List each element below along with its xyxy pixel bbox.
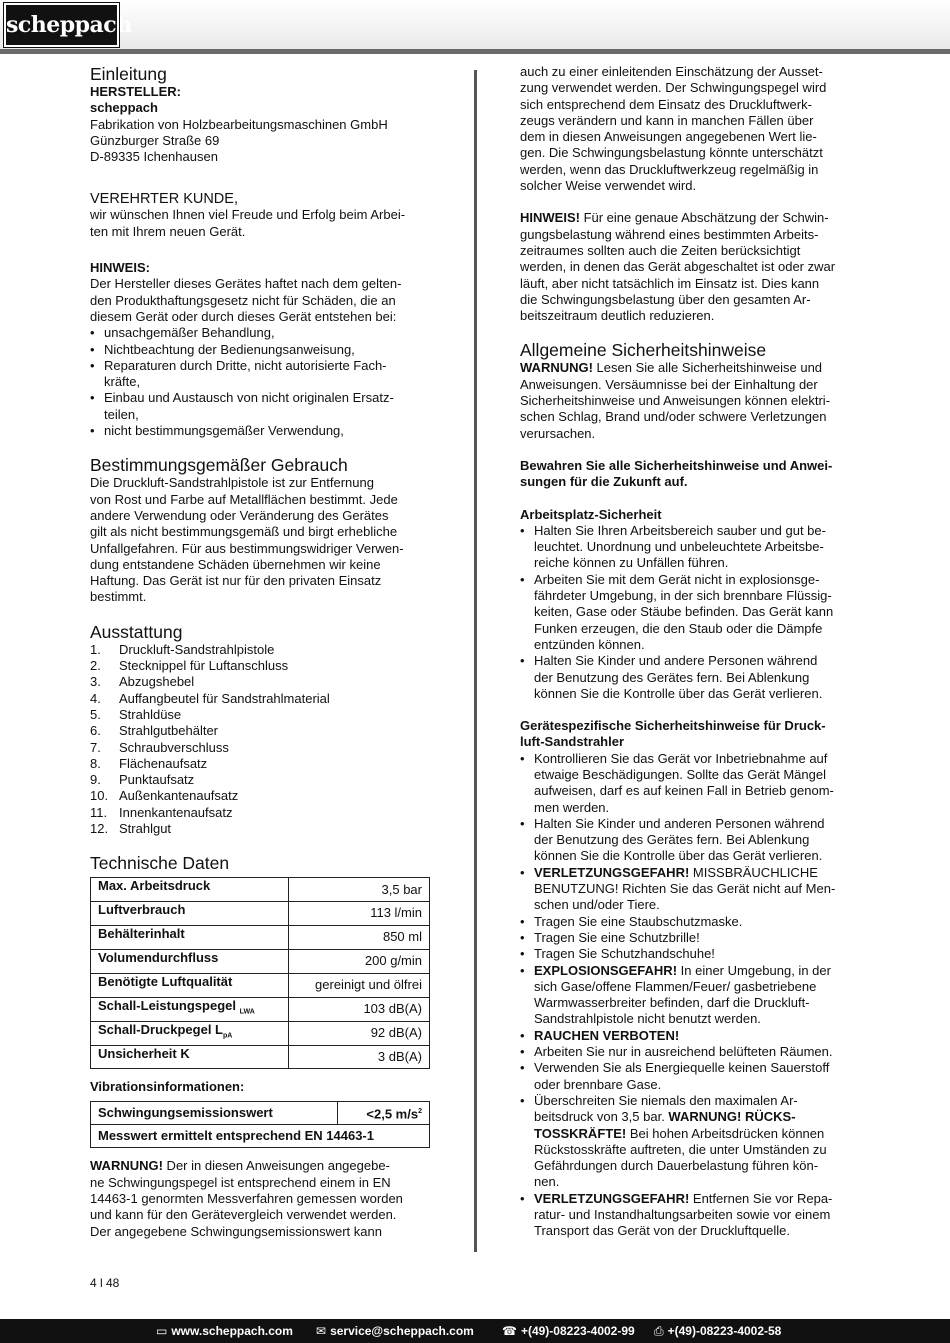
list-item: • VERLETZUNGSGEFAHR! Entfernen Sie vor Repa- ratur- und Instandhaltungsarbeiten sowie vor einem Transport das Gerät von der Druckluftquelle. xyxy=(520,1191,865,1240)
note-text-line: Der Hersteller dieses Gerätes haftet nach dem gelten- xyxy=(90,276,402,292)
list-item: • Tragen Sie eine Schutzbrille! xyxy=(520,930,865,946)
table-row: Volumendurchfluss 200 g/min xyxy=(91,949,430,973)
list-item: 6. Strahlgutbehälter xyxy=(90,723,219,739)
list-item: 10. Außenkantenaufsatz xyxy=(90,788,239,804)
page-header xyxy=(0,0,950,50)
keep-instructions: Bewahren Sie alle Sicherheitshinweise und Anwei- sungen für die Zukunft auf. xyxy=(520,457,833,490)
table-row: Schall-Leistungspegel $_{LWA}$ 103 dB(A) xyxy=(91,997,430,1021)
footer-email[interactable]: ✉ service@scheppach.com xyxy=(316,1324,474,1338)
note-text-line: diesem Gerät oder durch dieses Gerät entstehen bei: xyxy=(90,308,397,324)
workplace-bullet-list xyxy=(520,523,865,702)
table-row: Luftverbrauch 113 l/min xyxy=(91,902,430,926)
list-item: • unsachgemäßer Behandlung, xyxy=(90,325,435,341)
address-line: Günzburger Straße 69 xyxy=(90,132,220,148)
intro-heading: Einleitung xyxy=(90,64,167,84)
dear-text-line: ten mit Ihrem neuen Gerät. xyxy=(90,223,246,239)
page-number: 4 l 48 xyxy=(90,1276,120,1290)
note-text-line: den Produkthaftungsgesetz nicht für Schäden, die an xyxy=(90,292,396,308)
vibration-heading: Vibrationsinformationen: xyxy=(90,1079,245,1095)
left-column xyxy=(90,64,435,1240)
address-line: D-89335 Ichenhausen xyxy=(90,149,218,165)
note-bullet-list xyxy=(90,325,435,439)
header-rule xyxy=(0,49,950,54)
vibration-table xyxy=(90,1101,430,1149)
list-item: 8. Flächenaufsatz xyxy=(90,755,208,771)
footer-fax: ⎙ +(49)-08223-4002-58 xyxy=(654,1324,782,1338)
list-item: • Halten Sie Ihren Arbeitsbereich sauber und gut be- leuchtet. Unordnung und unbeleuchtete Arbeitsbe- reiche können zu Unfällen führen. xyxy=(520,523,865,572)
list-item: • Arbeiten Sie nur in ausreichend belüfteten Räumen. xyxy=(520,1044,865,1060)
safety-warning: WARNUNG! Lesen Sie alle Sicherheitshinweise und Anweisungen. Versäumnisse bei der Einhaltung der Sicherheitshinweise und Anweisungen können elektri- schen Schlag, Brand und/oder schwere Verletzungen verursachen. xyxy=(520,360,831,441)
tech-data-heading: Technische Daten xyxy=(90,853,230,874)
vibration-continued-text: auch zu einer einleitenden Einschätzung der Ausset- zung verwendet werden. Der Schwingungspegel wird sich entsprechend dem Einsatz des Druckluftwerk- zeugs verändern und kann in manchen Fällen über dem in diesen Anweisungen angegebenen Wert lie- gen. Die Schwingungsbelastung könnte unterschätzt werden, wenn das Druckluftwerkzeug regelmäßig in solcher Weise verwendet wird. xyxy=(520,64,827,194)
table-row: Messwert ermittelt entsprechend EN 14463-1 xyxy=(91,1125,430,1148)
right-column xyxy=(520,64,865,1240)
dear-customer-heading: VEREHRTER KUNDE, xyxy=(90,191,238,208)
table-row: Schwingungsemissionswert <2,5 $m/s^2$ xyxy=(91,1101,430,1124)
list-item: 7. Schraubverschluss xyxy=(90,739,229,755)
intended-use-heading: Bestimmungsgemäßer Gebrauch xyxy=(90,455,348,476)
list-item: • Tragen Sie eine Staubschutzmaske. xyxy=(520,914,865,930)
list-item: • VERLETZUNGSGEFAHR! MISSBRÄUCHLICHE BENUTZUNG! Richten Sie das Gerät nicht auf Men- schen und/oder Tiere. xyxy=(520,865,865,914)
column-divider xyxy=(474,70,477,1252)
list-item: • RAUCHEN VERBOTEN! xyxy=(520,1028,865,1044)
list-item: • nicht bestimmungsgemäßer Verwendung, xyxy=(90,423,435,439)
equipment-list xyxy=(90,642,435,838)
list-item: 12. Strahlgut xyxy=(90,820,172,836)
vibration-warning: WARNUNG! Der in diesen Anweisungen angegebe- ne Schwingungspegel ist entsprechend einem in EN 14463-1 genormten Messverfahren gemessen worden und kann für den Gerätevergleich verwendet werden. Der angegebene Schwingungsemissionswert kann xyxy=(90,1158,403,1239)
list-item: 3. Abzugshebel xyxy=(90,674,195,690)
list-item: • EXPLOSIONSGEFAHR! In einer Umgebung, in der sich Gase/offene Flammen/Feuer/ gasbetriebene Warmwasserbreiter befinden, darf die Druckluft- Sandstrahlpistole nicht benutzt werden. xyxy=(520,963,865,1028)
list-item: • Halten Sie Kinder und andere Personen während der Benutzung des Gerätes fern. Bei Ablenkung können Sie die Kontrolle über das Gerät verlieren. xyxy=(520,653,865,702)
list-item: • Arbeiten Sie mit dem Gerät nicht in explosionsge- fährdeter Umgebung, in der sich brennbare Flüssig- keiten, Gase oder Stäube befinden. Das Gerät kann Funken erzeugen, die den Staub oder die Dämpfe entzünden können. xyxy=(520,572,865,653)
table-row: Unsicherheit K 3 dB(A) xyxy=(91,1045,430,1069)
device-bullet-list xyxy=(520,751,865,1240)
monitor-icon: ▭ xyxy=(156,1324,168,1338)
list-item: • Einbau und Austausch von nicht originalen Ersatz- teilen, xyxy=(90,390,435,423)
table-row: Benötigte Luftqualität gereinigt und ölfrei xyxy=(91,973,430,997)
equipment-heading: Ausstattung xyxy=(90,621,183,642)
fax-icon: ⎙ xyxy=(654,1324,664,1338)
tech-data-table xyxy=(90,877,430,1069)
list-item: • Verwenden Sie als Energiequelle keinen Sauerstoff oder brennbare Gase. xyxy=(520,1060,865,1093)
list-item: 11. Innenkantenaufsatz xyxy=(90,804,233,820)
footer-phone: ☎ +(49)-08223-4002-99 xyxy=(502,1324,635,1338)
list-item: 2. Stecknippel für Luftanschluss xyxy=(90,658,289,674)
list-item: • Halten Sie Kinder und anderen Personen während der Benutzung des Gerätes fern. Bei Ablenkung können Sie die Kontrolle über das Gerät verlieren. xyxy=(520,816,865,865)
list-item: • Überschreiten Sie niemals den maximalen Ar- beitsdruck von 3,5 bar. WARNUNG! RÜCKS- TOSSKRÄFTE! Bei hohen Arbeitsdrücken können Rückstosskräfte auftreten, die unter Umständen zu Gefährdungen durch Dauerbelastung führen kön- nen. xyxy=(520,1093,865,1191)
address-line: Fabrikation von Holzbearbeitungsmaschinen GmbH xyxy=(90,116,388,132)
brand-logo: scheppach xyxy=(4,3,119,47)
footer-web[interactable]: ▭ www.scheppach.com xyxy=(156,1324,293,1338)
list-item: • Kontrollieren Sie das Gerät vor Inbetriebnahme auf etwaige Beschädigungen. Sollte das Gerät Mängel aufweisen, darf es auf keinen Fall in Betrieb genom- men werden. xyxy=(520,751,865,816)
dear-text-line: wir wünschen Ihnen viel Freude und Erfolg beim Arbei- xyxy=(90,207,406,223)
list-item: 5. Strahldüse xyxy=(90,706,182,722)
mail-icon: ✉ xyxy=(316,1324,327,1338)
table-row: Max. Arbeitsdruck 3,5 bar xyxy=(91,878,430,902)
list-item: • Reparaturen durch Dritte, nicht autorisierte Fach- kräfte, xyxy=(90,358,435,391)
manufacturer-name: scheppach xyxy=(90,100,158,116)
page-footer xyxy=(0,1319,950,1343)
hint-paragraph: HINWEIS! Für eine genaue Abschätzung der Schwin- gungsbelastung während eines bestimmten Arbeits- zeitraumes sollten auch die Zeiten berücksichtigt werden, in denen das Gerät abgeschaltet ist oder zwar läuft, aber nicht tatsächlich im Einsatz ist. Dies kann die Schwingungsbelastung über den gesamten Ar- beitszeitraum deutlich reduzieren. xyxy=(520,210,836,324)
list-item: 9. Punktaufsatz xyxy=(90,772,195,788)
table-row: Behälterinhalt 850 ml xyxy=(91,926,430,950)
workplace-safety-heading: Arbeitsplatz-Sicherheit xyxy=(520,506,662,522)
safety-heading: Allgemeine Sicherheitshinweise xyxy=(520,340,767,361)
list-item: 4. Auffangbeutel für Sandstrahlmaterial xyxy=(90,690,330,706)
manufacturer-label: HERSTELLER: xyxy=(90,84,181,99)
list-item: 1. Druckluft-Sandstrahlpistole xyxy=(90,641,275,657)
table-row: Schall-Druckpegel $L_{pA}$ 92 dB(A) xyxy=(91,1021,430,1045)
device-safety-heading: Gerätespezifische Sicherheitshinweise für Druck- luft-Sandstrahler xyxy=(520,718,826,750)
intended-use-text: Die Druckluft-Sandstrahlpistole ist zur Entfernung von Rost und Farbe auf Metallflächen bestimmt. Jede andere Verwendung oder Veränderung des Gerätes gilt als nicht bestimmungsgemäß und birgt erhebliche Unfallgefahren. Für aus bestimmungswidriger Verwen- dung entstandene Schäden übernehmen wir keine Haftung. Das Gerät ist nur für den privaten Einsatz bestimmt. xyxy=(90,475,404,605)
list-item: • Tragen Sie Schutzhandschuhe! xyxy=(520,946,865,962)
list-item: • Nichtbeachtung der Bedienungsanweisung, xyxy=(90,342,435,358)
note-label: HINWEIS: xyxy=(90,260,150,276)
phone-icon: ☎ xyxy=(502,1324,517,1338)
